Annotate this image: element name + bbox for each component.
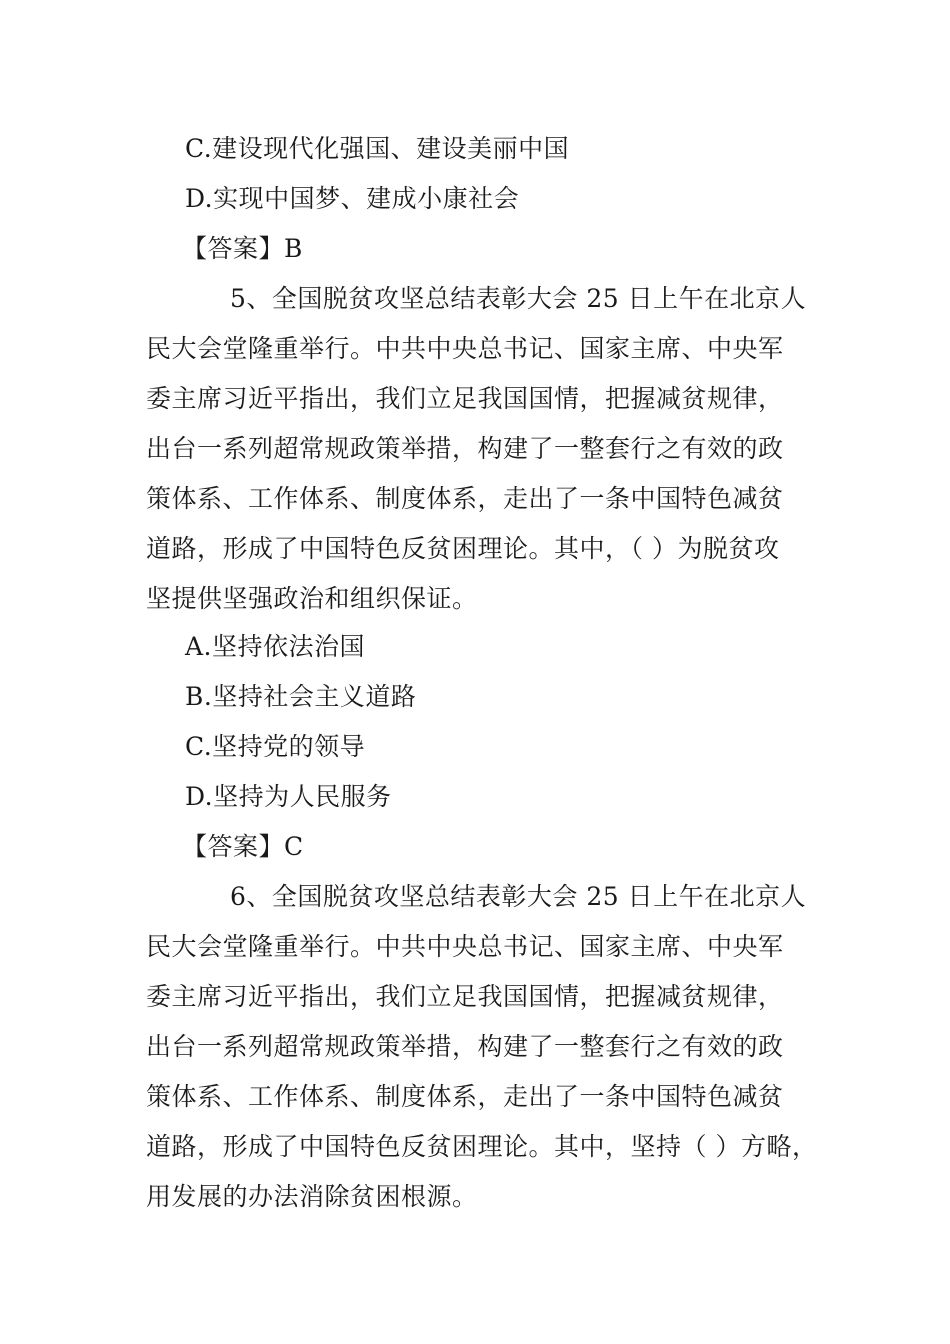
q5-line-3: 委主席习近平指出，我们立足我国国情，把握减贫规律， <box>146 384 784 413</box>
q5-option-a: A.坚持依法治国 <box>185 632 366 661</box>
q4-option-d: D.实现中国梦、建成小康社会 <box>185 184 520 213</box>
q4-option-c: C.建设现代化强国、建设美丽中国 <box>185 134 570 163</box>
q6-line-4: 出台一系列超常规政策举措，构建了一整套行之有效的政 <box>146 1032 784 1061</box>
q5-option-d: D.坚持为人民服务 <box>185 782 392 811</box>
q5-line-4: 出台一系列超常规政策举措，构建了一整套行之有效的政 <box>146 434 784 463</box>
q5-option-c: C.坚持党的领导 <box>185 732 366 761</box>
q5-answer: 【答案】C <box>182 832 304 861</box>
q6-line-1: 6、全国脱贫攻坚总结表彰大会 25 日上午在北京人 <box>230 882 807 911</box>
q4-answer: 【答案】B <box>182 234 303 263</box>
q5-line-2: 民大会堂隆重举行。中共中央总书记、国家主席、中央军 <box>146 334 784 363</box>
q5-line-7: 坚提供坚强政治和组织保证。 <box>146 584 478 613</box>
q5-line-6: 道路，形成了中国特色反贫困理论。其中，（ ）为脱贫攻 <box>146 534 780 563</box>
q6-line-7: 用发展的办法消除贫困根源。 <box>146 1182 478 1211</box>
q6-line-3: 委主席习近平指出，我们立足我国国情，把握减贫规律， <box>146 982 784 1011</box>
q6-line-6: 道路，形成了中国特色反贫困理论。其中，坚持（ ）方略， <box>146 1132 818 1161</box>
q5-line-5: 策体系、工作体系、制度体系，走出了一条中国特色减贫 <box>146 484 784 513</box>
q5-option-b: B.坚持社会主义道路 <box>185 682 417 711</box>
q5-line-1: 5、全国脱贫攻坚总结表彰大会 25 日上午在北京人 <box>230 284 807 313</box>
q6-line-2: 民大会堂隆重举行。中共中央总书记、国家主席、中央军 <box>146 932 784 961</box>
q6-line-5: 策体系、工作体系、制度体系，走出了一条中国特色减贫 <box>146 1082 784 1111</box>
